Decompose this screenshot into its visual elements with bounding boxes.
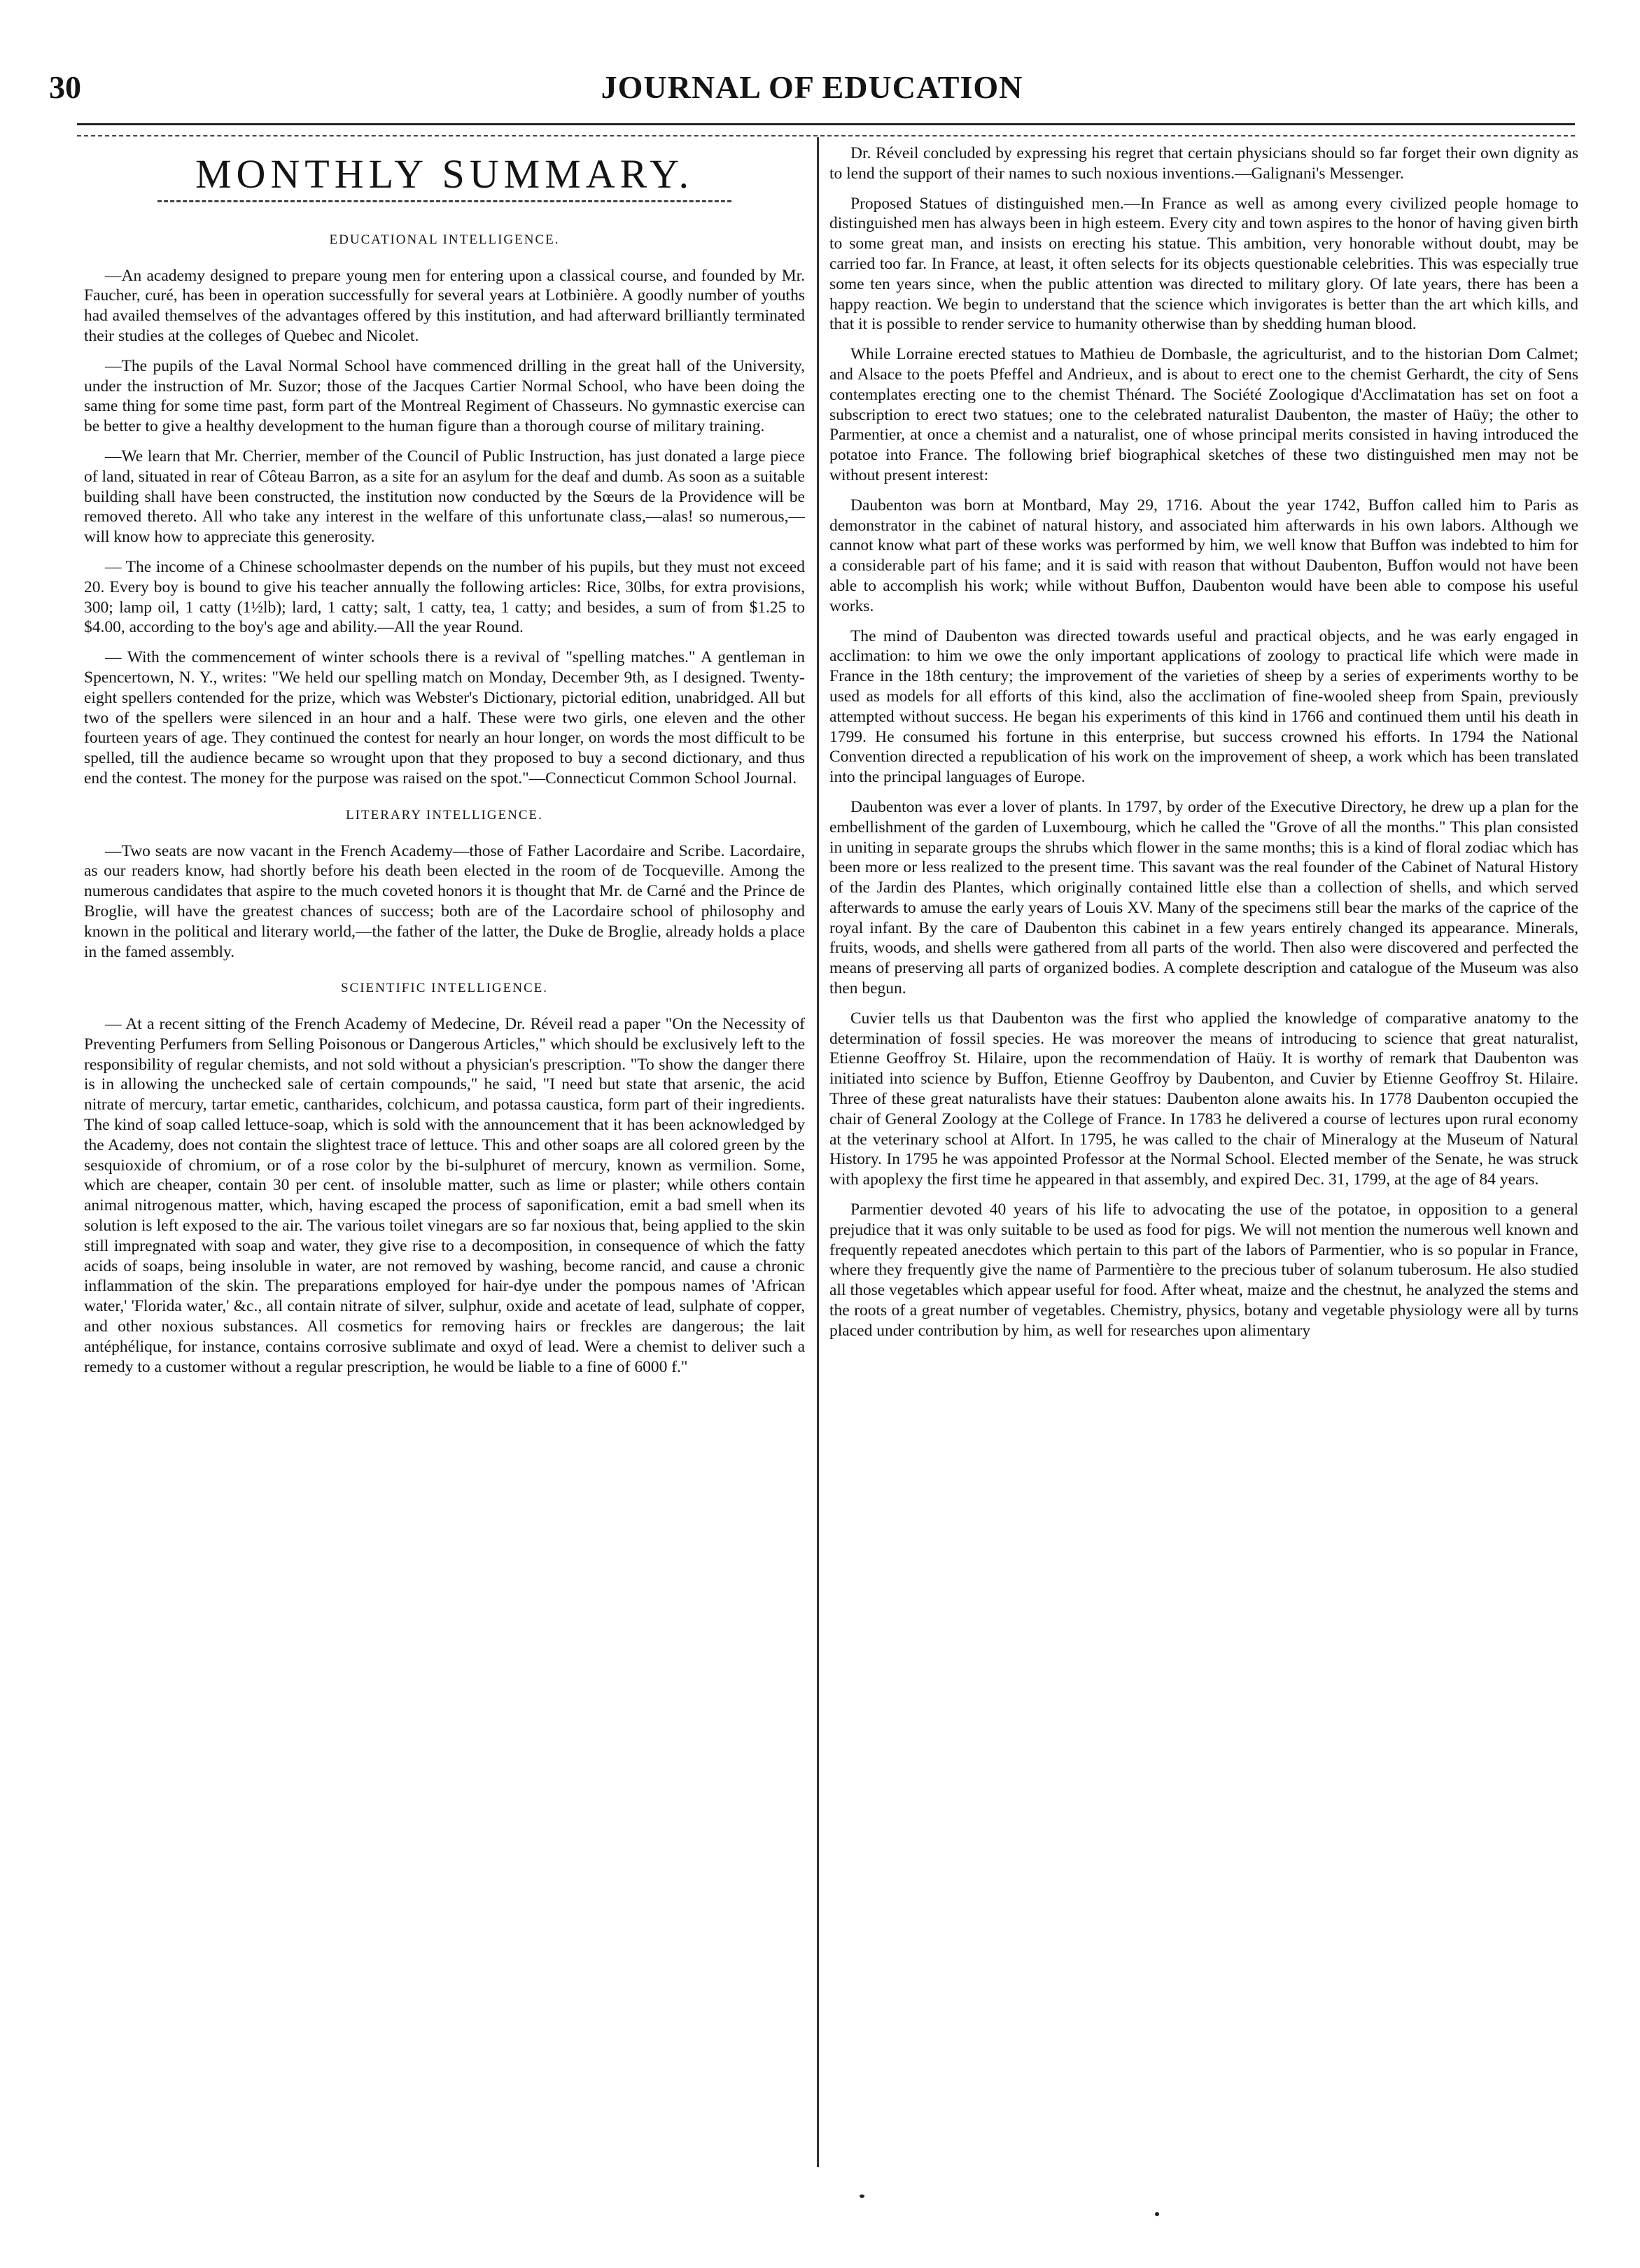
article-paragraph: — With the commencement of winter schools there is a revival of "spelling matches." A gentleman in Spencertown, N. Y., writes: "We held our spelling match on Monday, December 9th, as I designed. Twenty-eight spellers contended for the prize, which was Webster's Dictionary, pictorial edition, unabridged. All but two of the spellers were silenced in an hour and a half. These were two girls, one eleven and the other fourteen years of age. They continued the contest for nearly an hour longer, on words the most difficult to be spelled, till the audience became so wrought upon that they proposed to buy a second dictionary, and thus end the contest. The money for the purpose was raised on the spot."—Connecticut Common School Journal.: [84, 648, 805, 788]
ink-speck: [860, 2194, 864, 2198]
page-header: [49, 69, 1575, 118]
article-paragraph: —Two seats are now vacant in the French Academy—those of Father Lacordaire and Scribe. Lacordaire, as our readers know, had shortly before his death been elected in the room of de Tocqueville. Among the numerous candidates that aspire to the much coveted honors it is thought that Mr. de Carné and the Prince de Broglie, will have the greatest chances of success; both are of the Lacordaire school of philosophy and known in the political and literary world,—the father of the latter, the Duke de Broglie, already holds a place in the famed assembly.: [84, 841, 805, 961]
header-rule: [77, 123, 1575, 136]
article-paragraph: While Lorraine erected statues to Mathieu de Dombasle, the agriculturist, and to the historian Dom Calmet; and Alsace to the poets Pfeffel and Andrieux, and is about to erect one to the chemist Gerhardt, the city of Sens contemplates erecting one to the chemist Thénard. The Société Zoologique d'Acclimatation has set on foot a subscription to erect two statues; one to the celebrated naturalist Daubenton, the master of Haüy; the other to Parmentier, at once a chemist and a naturalist, one of whose principal merits consisted in having introduced the potatoe into France. The following brief biographical sketches of these two distinguished men may not be without present interest:: [829, 345, 1578, 484]
title-rule: [157, 200, 731, 202]
article-paragraph: —An academy designed to prepare young men for entering upon a classical course, and founded by Mr. Faucher, curé, has been in operation successfully for several years at Lotbinière. A goodly number of youths had availed themselves of the advantages offered by this institution, and had afterward brilliantly terminated their studies at the colleges of Quebec and Nicolet.: [84, 266, 805, 345]
article-paragraph: —We learn that Mr. Cherrier, member of the Council of Public Instruction, has just donated a large piece of land, situated in rear of Côteau Barron, as a site for an asylum for the deaf and dumb. As soon as a suitable building shall have been constructed, the institution now conducted by the Sœurs de la Providence will be removed thereto. All who take any interest in the welfare of this unfortunate class,—alas! so numerous,—will know how to appreciate this generosity.: [84, 447, 805, 547]
article-paragraph: —The pupils of the Laval Normal School have commenced drilling in the great hall of the University, under the instruction of Mr. Suzor; those of the Jacques Cartier Normal School, who have been doing the same thing for some time past, form part of the Montreal Regiment of Chasseurs. No gymnastic exercise can be better to give a healthy development to the human figure than a thorough course of military training.: [84, 356, 805, 436]
section-heading-scientific: SCIENTIFIC INTELLIGENCE.: [340, 981, 549, 996]
article-paragraph: Dr. Réveil concluded by expressing his regret that certain physicians should so far forget their own dignity as to lend the support of their names to such noxious inventions.—Galignani's Messenger.: [829, 144, 1578, 183]
section-heading-educational: EDUCATIONAL INTELLIGENCE.: [329, 232, 560, 247]
article-paragraph: — At a recent sitting of the French Academy of Medecine, Dr. Réveil read a paper "On the Necessity of Preventing Perfumers from Selling Poisonous or Dangerous Articles," which should be exclusively left to the responsibility of regular chemists, and not sold without a physician's prescription. "To show the danger there is in allowing the unchecked sale of certain compounds," he said, "I need but state that arsenic, the acid nitrate of mercury, tartar emetic, cantharides, colchicum, and potassa caustica, form part of their ingredients. The kind of soap called lettuce-soap, which is sold with the announcement that it has been acknowledged by the Academy, does not contain the slightest trace of lettuce. This and other soaps are all colored green by the sesquioxide of chromium, or of a rose color by the bi-sulphuret of mercury, known as vermilion. Some, which are cheaper, contain 30 per cent. of insoluble matter, such as lime or plaster; while others contain animal nitrogenous matter, which, having escaped the process of saponification, emit a bad smell when its solution is left exposed to the air. The various toilet vinegars are so far noxious that, being applied to the skin still impregnated with soap and water, they give rise to a decomposition, in consequence of which the fatty acids of soaps, being insoluble in water, are not removed by washing, become rancid, and cause a chronic inflammation of the skin. The preparations employed for hair-dye under the pompous names of 'African water,' 'Florida water,' &c., all contain nitrate of silver, sulphur, oxide and acetate of lead, sulphate of copper, and other noxious substances. All cosmetics for removing hairs or freckles are dangerous; the lait antéphélique, for instance, contains corrosive sublimate and oxyd of lead. Were a chemist to deliver such a remedy to a customer without a regular prescription, he would be liable to a fine of 6000 f.": [84, 1015, 805, 1376]
article-paragraph: Parmentier devoted 40 years of his life to advocating the use of the potatoe, in opposition to a general prejudice that it was only suitable to be used as food for pigs. We will not mention the numerous well known and frequently repeated anecdotes which pertain to this part of the labors of Parmentier, who is so popular in France, where they frequently give the name of Parmentière to the precious tuber of solanum tuberosum. He also studied all those vegetables which appear useful for food. After wheat, maize and the chestnut, he analyzed the stems and the roots of a great number of vegetables. Chemistry, physics, botany and vegetable physiology were all by turns placed under contribution by him, as well for researches upon alimentary: [829, 1200, 1578, 1340]
article-paragraph: Cuvier tells us that Daubenton was the first who applied the knowledge of comparative anatomy to the determination of fossil species. He was moreover the means of introducing to science that great naturalist, Etienne Geoffroy St. Hilaire, upon the recommendation of Haüy. It is worthy of remark that Daubenton was initiated into science by Buffon, Etienne Geoffroy by Daubenton, and Cuvier by Etienne Geoffroy St. Hilaire. Three of these great naturalists have their statues: Daubenton alone awaits his. In 1778 Daubenton occupied the chair of General Zoology at the College of France. In 1783 he delivered a course of lectures upon rural economy at the veterinary school at Alfort. In 1795, he was called to the chair of Mineralogy at the Museum of Natural History. In 1795 he was appointed Professor at the Normal School. Elected member of the Senate, he was struck with apoplexy the first time he appeared in that assembly, and expired Dec. 31, 1799, at the age of 84 years.: [829, 1009, 1578, 1189]
section-heading-literary: LITERARY INTELLIGENCE.: [346, 807, 543, 822]
article-paragraph: Daubenton was ever a lover of plants. In 1797, by order of the Executive Directory, he drew up a plan for the embellishment of the garden of Luxembourg, which he called the "Grove of all the months." This plan consisted in uniting in separate groups the shrubs which flower in the same months; this is a kind of floral zodiac which has been more or less realized to the present time. This savant was the real founder of the Cabinet of Natural History of the Jardin des Plantes, which originally contained little else than a collection of shells, and which served afterwards to amuse the early years of Louis XV. Many of the specimens still bear the marks of the caprice of the royal infant. By the care of Daubenton this cabinet in a few years entirely changed its appearance. Minerals, fruits, woods, and shells were gathered from all parts of the world. Then also were discovered and perfected the means of preserving all parts of organized bodies. A complete description and catalogue of the Museum was also then begun.: [829, 797, 1578, 998]
article-paragraph: The mind of Daubenton was directed towards useful and practical objects, and he was early engaged in acclimation: to him we owe the only important applications of zoology to practical life which were made in France in the 18th century; the improvement of the varieties of sheep by a series of experiments worthy to be used as models for all efforts of this kind, also the acclimation of fine-wooled sheep from Spain, previously attempted without success. He began his experiments of this kind in 1766 and continued them until his death in 1799. He consumed his fortune in this enterprise, but success crowned his efforts. In 1794 the National Convention directed a republication of his work on the improvement of sheep, a work which has been translated into the principal languages of Europe.: [829, 626, 1578, 787]
monthly-summary-title: MONTHLY SUMMARY.: [195, 151, 694, 197]
article-paragraph: Proposed Statues of distinguished men.—In France as well as among every civilized people homage to distinguished men has always been in high esteem. Every city and town aspires to the honor of having given birth to some great man, and insists on erecting his statue. This ambition, very honorable without doubt, may be carried too far. In France, at least, it often selects for its objects questionable celebrities. This was especially true some ten years since, when the public attention was directed to military glory. Of late years, there has been a happy reaction. We begin to understand that the science which invigorates is better than the art which kills, and that it is possible to render service to humanity otherwise than by shedding human blood.: [829, 194, 1578, 334]
article-paragraph: — The income of a Chinese schoolmaster depends on the number of his pupils, but they must not exceed 20. Every boy is bound to give his teacher annually the following articles: Rice, 30lbs, for extra provisions, 300; lamp oil, 1 catty (1½lb); lard, 1 catty; salt, 1 catty, tea, 1 catty; and besides, a sum of from $1.25 to $4.00, according to the boy's age and ability.—All the year Round.: [84, 557, 805, 637]
journal-title: JOURNAL OF EDUCATION: [601, 69, 1023, 105]
ink-speck: [1155, 2212, 1159, 2216]
right-column: [829, 144, 1578, 2174]
column-divider: [817, 137, 819, 2167]
left-column: [84, 144, 805, 2174]
article-paragraph: Daubenton was born at Montbard, May 29, 1716. About the year 1742, Buffon called him to Paris as demonstrator in the cabinet of natural history, and associated him afterwards in his own labors. Although we cannot know what part of these works was performed by him, we well know that Buffon was indebted to him for a considerable part of his fame; and it is said with reason that without Daubenton, Buffon would not have been able to accomplish his work; while without Buffon, Daubenton would have been able to compose his useful works.: [829, 496, 1578, 615]
page-number: 30: [49, 69, 81, 105]
